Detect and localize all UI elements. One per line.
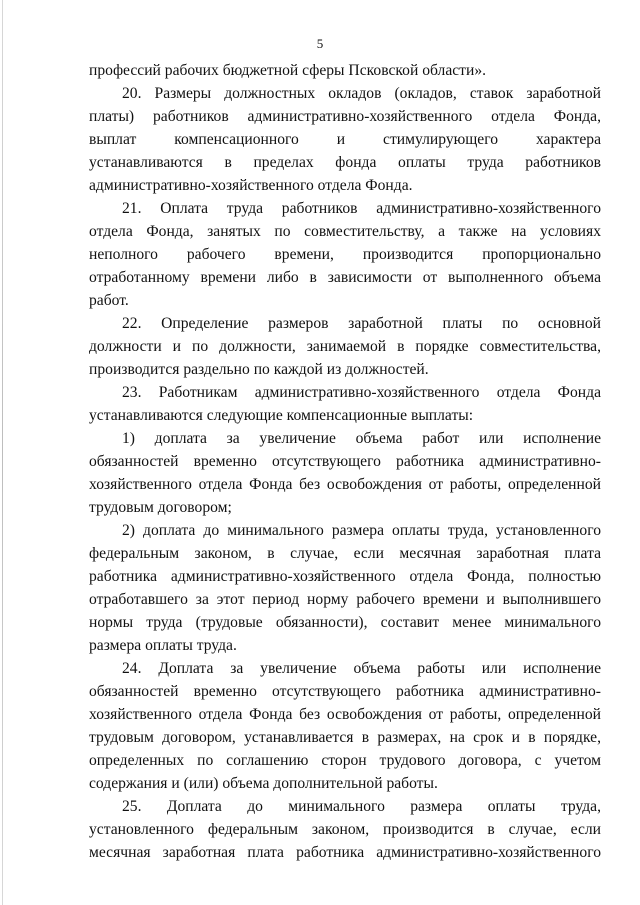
text-line: федеральным законом, в случае, если месячная заработная плата [89,545,601,562]
text-line: трудовым договором; [89,499,232,516]
text-line: содержания и (или) объема дополнительной работы. [89,775,438,792]
text-line: определенных по соглашению сторон трудового договора, с учетом [89,752,601,769]
text-line: выплат компенсационного и стимулирующего характера [89,131,601,148]
text-line: 21. Оплата труда работников административно-хозяйственного [122,200,601,217]
document-body [89,59,601,864]
text-line: 2) доплата до минимального размера оплаты труда, установленного [122,522,601,539]
text-line: устанавливаются следующие компенсационные выплаты: [89,407,474,424]
text-line: работ. [89,292,129,309]
text-line: профессий рабочих бюджетной сферы Псковской области». [89,62,487,79]
text-line: должности и по должности, занимаемой в порядке совместительства, [89,338,601,355]
text-line: 24. Доплата за увеличение объема работы или исполнение [122,660,601,677]
text-line: трудовым договором, устанавливается в размерах, на срок и в порядке, [89,729,601,746]
text-line: 25. Доплата до минимального размера оплаты труда, [122,798,601,815]
text-line: размера оплаты труда. [89,637,237,654]
page-number: 5 [316,36,324,51]
text-line: неполного рабочего времени, производится пропорционально [89,246,601,263]
text-line: производится раздельно по каждой из должностей. [89,361,429,378]
text-line: хозяйственного отдела Фонда без освобождения от работы, определенной [89,706,601,723]
text-line: 22. Определение размеров заработной платы по основной [122,315,601,332]
text-line: нормы труда (трудовые обязанности), составит менее минимального [89,614,601,631]
text-line: обязанностей временно отсутствующего работника административно- [89,453,601,470]
text-line: работника административно-хозяйственного отдела Фонда, полностью [89,568,601,585]
text-line: обязанностей временно отсутствующего работника административно- [89,683,601,700]
text-line: установленного федеральным законом, производится в случае, если [89,821,601,838]
text-line: отработавшего за этот период норму рабочего времени и выполнившего [89,591,601,608]
scan-edge-line [2,0,3,905]
text-line: отработанному времени либо в зависимости от выполненного объема [89,269,601,286]
text-line: платы) работников административно-хозяйственного отдела Фонда, [89,108,601,125]
text-line: месячная заработная плата работника административно-хозяйственного [89,844,601,861]
text-line: отдела Фонда, занятых по совместительству, а также на условиях [89,223,601,240]
text-line: 20. Размеры должностных окладов (окладов, ставок заработной [122,85,601,102]
text-line: устанавливаются в пределах фонда оплаты труда работников [89,154,601,171]
text-line: административно-хозяйственного отдела Фонда. [89,177,413,194]
text-line: 23. Работникам административно-хозяйственного отдела Фонда [122,384,601,401]
text-line: 1) доплата за увеличение объема работ или исполнение [122,430,601,447]
text-line: хозяйственного отдела Фонда без освобождения от работы, определенной [89,476,601,493]
